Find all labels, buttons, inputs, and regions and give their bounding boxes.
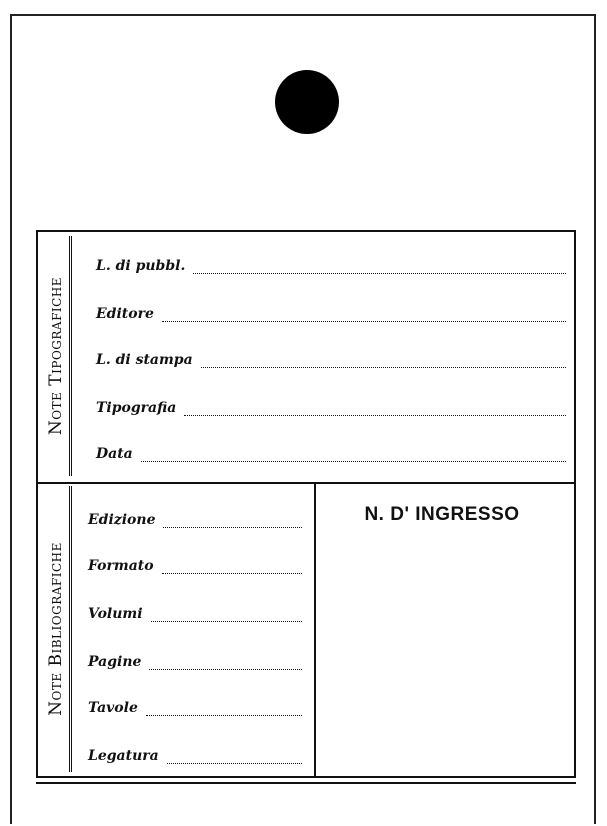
ingresso-label: N. D' INGRESSO [364, 504, 520, 525]
column-divider [314, 484, 316, 776]
field-line[interactable] [184, 401, 566, 416]
punch-hole [275, 70, 339, 134]
bibliografiche-title: Note Bibliografiche [45, 542, 66, 716]
field-line[interactable] [149, 655, 302, 670]
tipografiche-side-label [42, 236, 72, 476]
field-row [88, 744, 302, 764]
field-line[interactable] [201, 353, 566, 368]
field-line[interactable] [193, 259, 566, 274]
field-label: Pagine [88, 654, 142, 670]
field-row [96, 254, 566, 274]
field-label: L. di pubbl. [96, 258, 186, 274]
bibliografiche-side-label [42, 486, 72, 772]
field-line[interactable] [162, 307, 566, 322]
field-row [88, 508, 302, 528]
field-label: Tipografia [96, 400, 177, 416]
bottom-rule [36, 782, 576, 784]
field-line[interactable] [162, 559, 302, 574]
field-label: Editore [96, 306, 154, 322]
field-row [88, 602, 302, 622]
field-row [88, 696, 302, 716]
field-row [88, 554, 302, 574]
field-row [96, 348, 566, 368]
field-label: L. di stampa [96, 352, 193, 368]
field-label: Data [96, 446, 133, 462]
field-row [96, 396, 566, 416]
field-label: Legatura [88, 748, 159, 764]
field-label: Formato [88, 558, 154, 574]
field-row [88, 650, 302, 670]
field-row [96, 302, 566, 322]
field-label: Tavole [88, 700, 138, 716]
field-label: Volumi [88, 606, 143, 622]
field-line[interactable] [151, 607, 302, 622]
field-line[interactable] [167, 749, 302, 764]
field-line[interactable] [146, 701, 302, 716]
field-label: Edizione [88, 512, 156, 528]
tipografiche-title: Note Tipografiche [45, 276, 66, 436]
field-line[interactable] [163, 513, 302, 528]
field-row [96, 442, 566, 462]
field-line[interactable] [141, 447, 566, 462]
